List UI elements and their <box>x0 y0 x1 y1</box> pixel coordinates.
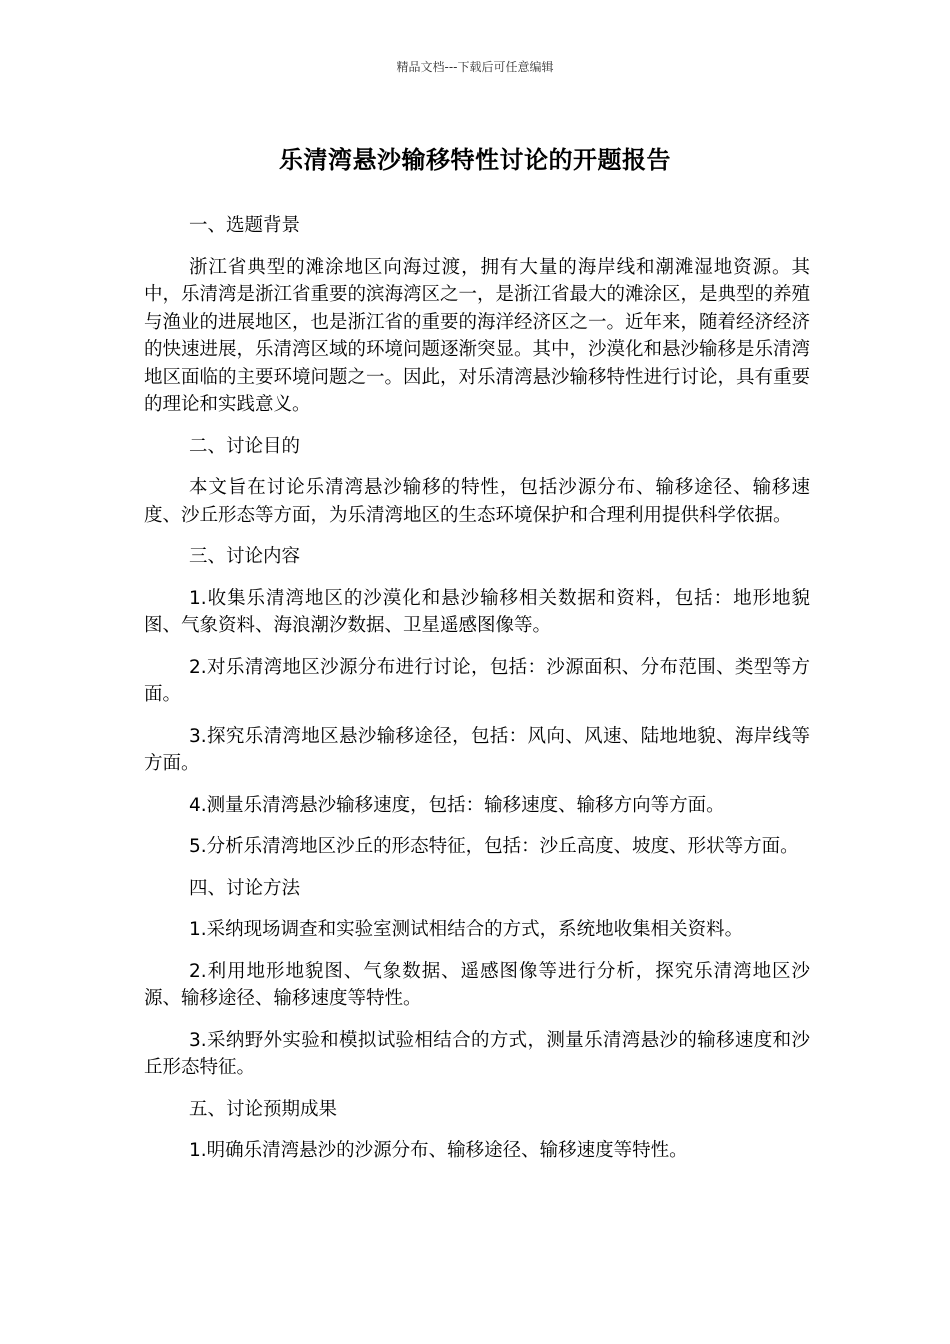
list-item: 2.对乐清湾地区沙源分布进行讨论，包括：沙源面积、分布范围、类型等方面。 <box>144 656 810 705</box>
section-heading-content: 三、讨论内容 <box>189 546 301 567</box>
list-item: 2.利用地形地貌图、气象数据、遥感图像等进行分析，探究乐清湾地区沙源、输移途径、输移速度等特性。 <box>144 960 810 1009</box>
list-item: 3.探究乐清湾地区悬沙输移途径，包括：风向、风速、陆地地貌、海岸线等方面。 <box>144 725 810 774</box>
list-item: 4.测量乐清湾悬沙输移速度，包括：输移速度、输移方向等方面。 <box>189 794 725 816</box>
section-heading-expected-results: 五、讨论预期成果 <box>189 1098 338 1120</box>
section-heading-methods: 四、讨论方法 <box>189 877 301 899</box>
paragraph: 浙江省典型的滩涂地区向海过渡，拥有大量的海岸线和潮滩湿地资源。其中，乐清湾是浙江省重要的滨海湾区之一，是浙江省最大的滩涂区，是典型的养殖与渔业的进展地区，也是浙江省的重要的海洋经济区之一。近年来，随着经济经济的快速进展，乐清湾区域的环境问题逐渐突显。其中，沙漠化和悬沙输移是乐清湾地区面临的主要环境问题之一。因此，对乐清湾悬沙输移特性进行讨论，具有重要的理论和实践意义。 <box>144 256 811 415</box>
list-item: 1.采纳现场调查和实验室测试相结合的方式，系统地收集相关资料。 <box>189 919 744 940</box>
section-heading-purpose: 二、讨论目的 <box>189 435 301 457</box>
list-item: 5.分析乐清湾地区沙丘的形态特征，包括：沙丘高度、坡度、形状等方面。 <box>189 836 799 857</box>
paragraph: 本文旨在讨论乐清湾悬沙输移的特性，包括沙源分布、输移途径、输移速度、沙丘形态等方面，为乐清湾地区的生态环境保护和合理利用提供科学依据。 <box>144 477 810 526</box>
document-title: 乐清湾悬沙输移特性讨论的开题报告 <box>279 146 671 174</box>
list-item: 1.收集乐清湾地区的沙漠化和悬沙输移相关数据和资料，包括：地形地貌图、气象资料、海浪潮汐数据、卫星遥感图像等。 <box>144 587 810 636</box>
header-note: 精品文档---下载后可任意编辑 <box>396 60 554 74</box>
list-item: 1.明确乐清湾悬沙的沙源分布、输移途径、输移速度等特性。 <box>189 1140 688 1161</box>
list-item: 3.采纳野外实验和模拟试验相结合的方式，测量乐清湾悬沙的输移速度和沙丘形态特征。 <box>144 1029 810 1078</box>
document-body <box>144 212 810 1179</box>
section-heading-background: 一、选题背景 <box>189 215 301 236</box>
